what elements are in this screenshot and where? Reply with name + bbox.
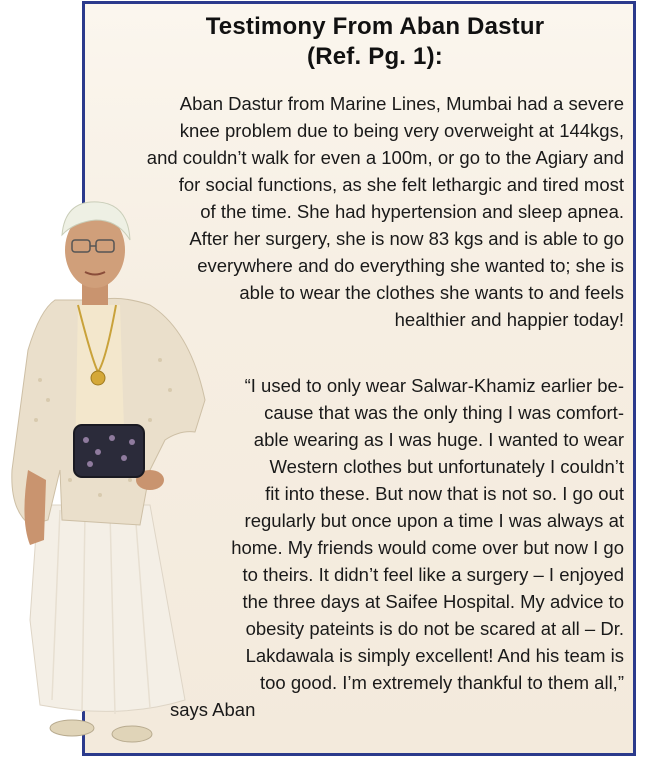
- quote-line: able wearing as I was huge. I wanted to wear: [253, 429, 624, 450]
- portrait-photo: [0, 0, 210, 767]
- intro-line: Aban Dastur from Marine Lines, Mumbai had a severe: [179, 93, 624, 114]
- quote-line: “I used to only wear Salwar-Khamiz earlier be-: [244, 375, 624, 396]
- quote-line: obesity pateints is do not be scared at all – Dr.: [245, 618, 624, 639]
- intro-line: and couldn’t walk for even a 100m, or go to the Agiary and: [146, 147, 624, 168]
- intro-line: able to wear the clothes she wants to and feels: [239, 282, 624, 303]
- testimony-title: Testimony From Aban Dastur: [205, 13, 545, 40]
- intro-line: knee problem due to being very overweight at 144kgs,: [179, 120, 624, 141]
- intro-line: everywhere and do everything she wanted to; she is: [197, 255, 624, 276]
- clutch-bag: [74, 425, 144, 477]
- attribution: says Aban: [170, 699, 256, 720]
- quote-line: fit into these. But now that is not so. I go out: [265, 483, 624, 504]
- quote-line: cause that was the only thing I was comfort-: [264, 402, 624, 423]
- testimony-reference: (Ref. Pg. 1):: [307, 43, 443, 70]
- quote-line: to theirs. It didn’t feel like a surgery – I enjoyed: [242, 564, 624, 585]
- intro-line: for social functions, as she felt lethargic and tired most: [178, 174, 624, 195]
- intro-line: After her surgery, she is now 83 kgs and is able to go: [189, 228, 624, 249]
- quote-line: regularly but once upon a time I was always at: [244, 510, 624, 531]
- intro-line: of the time. She had hypertension and sleep apnea.: [200, 201, 624, 222]
- quote-line: home. My friends would come over but now I go: [231, 537, 624, 558]
- intro-line: healthier and happier today!: [394, 309, 624, 330]
- quote-line: Lakdawala is simply excellent! And his team is: [245, 645, 624, 666]
- quote-line: Western clothes but unfortunately I couldn’t: [269, 456, 624, 477]
- quote-line: too good. I’m extremely thankful to them all,”: [259, 672, 624, 693]
- quote-line: the three days at Saifee Hospital. My advice to: [242, 591, 624, 612]
